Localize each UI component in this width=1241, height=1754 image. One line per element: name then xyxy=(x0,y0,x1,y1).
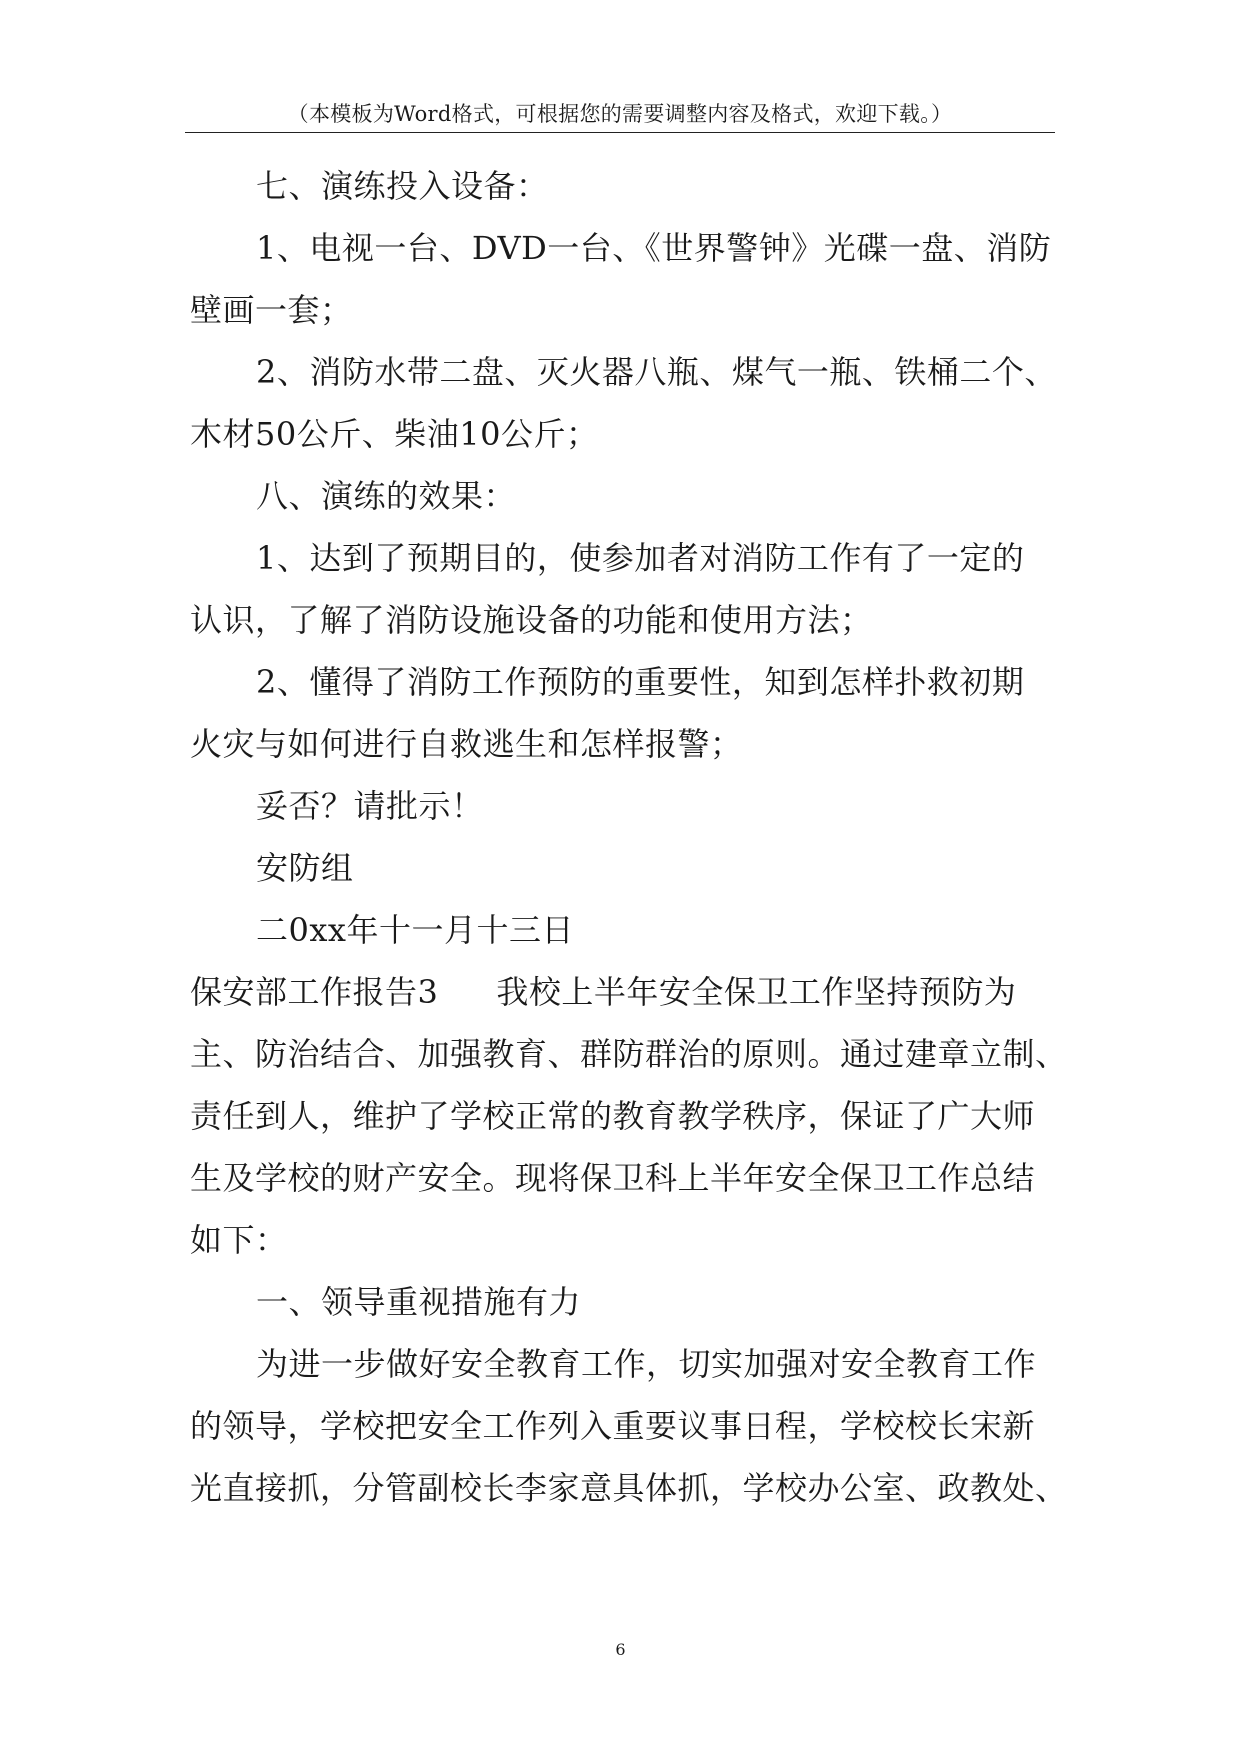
paragraph-line: 壁画一套； xyxy=(190,291,353,329)
page-header: （本模板为Word格式，可根据您的需要调整内容及格式，欢迎下载。） xyxy=(185,96,1055,133)
signature-org: 安防组 xyxy=(256,849,354,887)
paragraph-line: 如下： xyxy=(190,1221,288,1259)
paragraph-line: 认识，了解了消防设施设备的功能和使用方法； xyxy=(190,601,873,639)
paragraph-line: 光直接抓，分管副校长李家意具体抓，学校办公室、政教处、 xyxy=(190,1469,1068,1507)
page-number: 6 xyxy=(615,1640,626,1659)
paragraph-line: 我校上半年安全保卫工作坚持预防为 xyxy=(496,973,1017,1011)
paragraph-line: 生及学校的财产安全。现将保卫科上半年安全保卫工作总结 xyxy=(190,1159,1036,1197)
section-heading-8: 八、演练的效果： xyxy=(256,477,517,515)
paragraph-line: 2、消防水带二盘、灭火器八瓶、煤气一瓶、铁桶二个、 xyxy=(256,353,1057,391)
paragraph-line: 责任到人，维护了学校正常的教育教学秩序，保证了广大师 xyxy=(190,1097,1036,1135)
paragraph-line: 主、防治结合、加强教育、群防群治的原则。通过建章立制、 xyxy=(190,1035,1068,1073)
signature-date: 二0xx年十一月十三日 xyxy=(256,911,574,949)
report-title-line xyxy=(190,962,1016,1022)
paragraph-line: 火灾与如何进行自救逃生和怎样报警； xyxy=(190,725,743,763)
section-heading-1: 一、领导重视措施有力 xyxy=(256,1283,582,1321)
paragraph-line: 1、电视一台、DVD一台、《世界警钟》光碟一盘、消防 xyxy=(256,229,1052,267)
paragraph-line: 的领导，学校把安全工作列入重要议事日程，学校校长宋新 xyxy=(190,1407,1036,1445)
paragraph-line: 2、懂得了消防工作预防的重要性，知到怎样扑救初期 xyxy=(256,663,1025,701)
closing-request: 妥否？请批示！ xyxy=(256,787,484,825)
paragraph-line: 为进一步做好安全教育工作，切实加强对安全教育工作 xyxy=(256,1345,1037,1383)
report-title: 保安部工作报告3 xyxy=(190,973,439,1011)
paragraph-line: 1、达到了预期目的，使参加者对消防工作有了一定的 xyxy=(256,539,1025,577)
section-heading-7: 七、演练投入设备： xyxy=(256,167,549,205)
paragraph-line: 木材50公斤、柴油10公斤； xyxy=(190,415,599,453)
